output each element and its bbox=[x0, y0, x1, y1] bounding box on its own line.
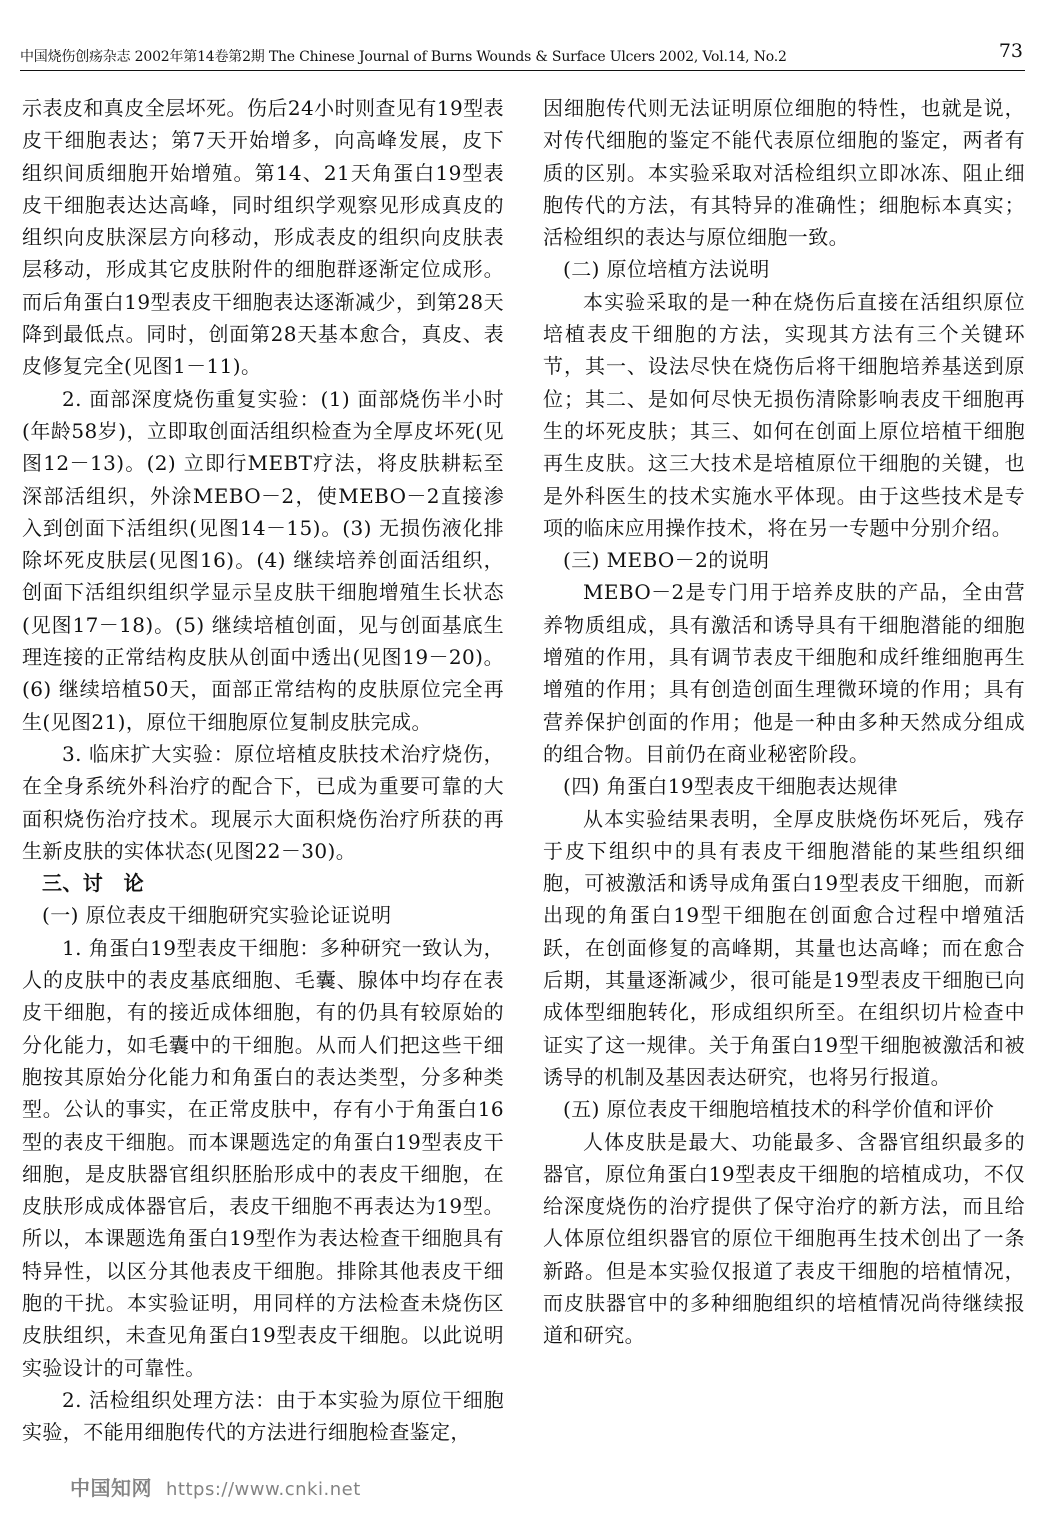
paragraph: 示表皮和真皮全层坏死。伤后24小时则查见有19型表皮干细胞表达；第7天开始增多，向高峰发展，皮下组织间质细胞开始增殖。第14、21天角蛋白19型表皮干细胞表达达高峰，同时组织学观察见形成真皮的组织向皮肤深层方向移动，形成表皮的组织向皮肤表层移动，形成其它皮肤附件的细胞群逐渐定位成形。而后角蛋白19型表皮干细胞表达逐渐减少，到第28天降到最低点。同时，创面第28天基本愈合，真皮、表皮修复完全(见图1－11)。 bbox=[22, 96, 504, 379]
paragraph: MEBO－2是专门用于培养皮肤的产品，全由营养物质组成，具有激活和诱导具有干细胞潜能的细胞增殖的作用，具有调节表皮干细胞和成纤维细胞再生增殖的作用；具有创造创面生理微环境的作用；具有营养保护创面的作用；他是一种由多种天然成分组成的组合物。目前仍在商业秘密阶段。 bbox=[543, 580, 1025, 766]
paragraph: 2. 面部深度烧伤重复实验：(1) 面部烧伤半小时(年龄58岁)，立即取创面活组织检查为全厚皮坏死(见图12－13)。(2) 立即行MEBT疗法，将皮肤耕耘至深部活组织，外涂MEBO－2，使MEBO－2直接渗入到创面下活组织(见图14－15)。(3) 无损伤液化排除坏死皮肤层(见图16)。(4) 继续培养创面活组织，创面下活组织组织学显示呈皮肤干细胞增殖生长状态(见图17－18)。(5) 继续培植创面，见与创面基底生理连接的正常结构皮肤从创面中透出(见图19－20)。(6) 继续培植50天，面部正常结构的皮肤原位完全再生(见图21)，原位干细胞原位复制皮肤完成。 bbox=[22, 386, 504, 734]
left-column bbox=[22, 92, 504, 1448]
paragraph: 因细胞传代则无法证明原位细胞的特性，也就是说，对传代细胞的鉴定不能代表原位细胞的鉴定，两者有质的区别。本实验采取对活检组织立即冰冻、阻止细胞传代的方法，有其特异的准确性；细胞标本真实；活检组织的表达与原位细胞一致。 bbox=[543, 96, 1025, 250]
paragraph: 从本实验结果表明，全厚皮肤烧伤坏死后，残存于皮下组织中的具有表皮干细胞潜能的某些组织细胞，可被激活和诱导成角蛋白19型表皮干细胞，而新出现的角蛋白19型干细胞在创面愈合过程中增殖活跃，在创面修复的高峰期，其量也达高峰；而在愈合后期，其量逐渐减少，很可能是19型表皮干细胞已向成体型细胞转化，形成组织所至。在组织切片检查中证实了这一规律。关于角蛋白19型干细胞被激活和被诱导的机制及基因表达研究，也将另行报道。 bbox=[543, 806, 1025, 1089]
watermark-brand: 中国知网 bbox=[70, 1476, 152, 1500]
paragraph: 本实验采取的是一种在烧伤后直接在活组织原位培植表皮干细胞的方法，实现其方法有三个关键环节，其一、设法尽快在烧伤后将干细胞培养基送到原位；其二、是如何尽快无损伤清除影响表皮干细胞再生的坏死皮肤；其三、如何在创面上原位培植干细胞再生皮肤。这三大技术是培植原位干细胞的关键，也是外科医生的技术实施水平体现。由于这些技术是专项的临床应用操作技术，将在另一专题中分别介绍。 bbox=[543, 289, 1025, 540]
paragraph: 人体皮肤是最大、功能最多、含器官组织最多的器官，原位角蛋白19型表皮干细胞的培植成功，不仅给深度烧伤的治疗提供了保守治疗的新方法，而且给人体原位组织器官的原位干细胞再生技术创出了一条新路。但是本实验仅报道了表皮干细胞的培植情况，而皮肤器官中的多种细胞组织的培植情况尚待继续报道和研究。 bbox=[543, 1129, 1025, 1348]
cnki-watermark bbox=[70, 1472, 361, 1501]
watermark-url: https://www.cnki.net bbox=[166, 1479, 361, 1500]
paragraph: 2. 活检组织处理方法：由于本实验为原位干细胞实验，不能用细胞传代的方法进行细胞检查鉴定， bbox=[22, 1387, 504, 1445]
paragraph: 1. 角蛋白19型表皮干细胞：多种研究一致认为，人的皮肤中的表皮基底细胞、毛囊、腺体中均存在表皮干细胞，有的接近成体细胞，有的仍具有较原始的分化能力，如毛囊中的干细胞。从而人们把这些干细胞按其原始分化能力和角蛋白的表达类型，分多种类型。公认的事实，在正常皮肤中，存有小于角蛋白16型的表皮干细胞。而本课题选定的角蛋白19型表皮干细胞，是皮肤器官组织胚胎形成中的表皮干细胞，在皮肤形成成体器官后，表皮干细胞不再表达为19型。所以，本课题选角蛋白19型作为表达检查干细胞具有特异性，以区分其他表皮干细胞。排除其他表皮干细胞的干扰。本实验证明，用同样的方法检查未烧伤区皮肤组织，未查见角蛋白19型表皮干细胞。以此说明实验设计的可靠性。 bbox=[22, 935, 504, 1380]
section-heading: 三、讨 论 bbox=[42, 871, 144, 896]
right-column bbox=[543, 92, 1025, 1352]
paragraph: 3. 临床扩大实验：原位培植皮肤技术治疗烧伤，在全身系统外科治疗的配合下，已成为重要可靠的大面积烧伤治疗技术。现展示大面积烧伤治疗所获的再生新皮肤的实体状态(见图22－30)。 bbox=[22, 741, 504, 863]
subsection-heading: (三) MEBO－2的说明 bbox=[563, 548, 770, 573]
subsection-heading: (二) 原位培植方法说明 bbox=[563, 257, 770, 282]
journal-line: 中国烧伤创疡杂志 2002年第14卷第2期 The Chinese Journal of Burns Wounds & Surface Ulcers 2002, Vol.14, No.2 bbox=[20, 49, 787, 65]
subsection-heading: (五) 原位表皮干细胞培植技术的科学价值和评价 bbox=[563, 1097, 995, 1122]
running-header bbox=[20, 40, 1025, 71]
subsection-heading: (四) 角蛋白19型表皮干细胞表达规律 bbox=[563, 774, 899, 799]
subsection-heading: (一) 原位表皮干细胞研究实验论证说明 bbox=[42, 903, 392, 928]
page-number: 73 bbox=[998, 40, 1023, 62]
